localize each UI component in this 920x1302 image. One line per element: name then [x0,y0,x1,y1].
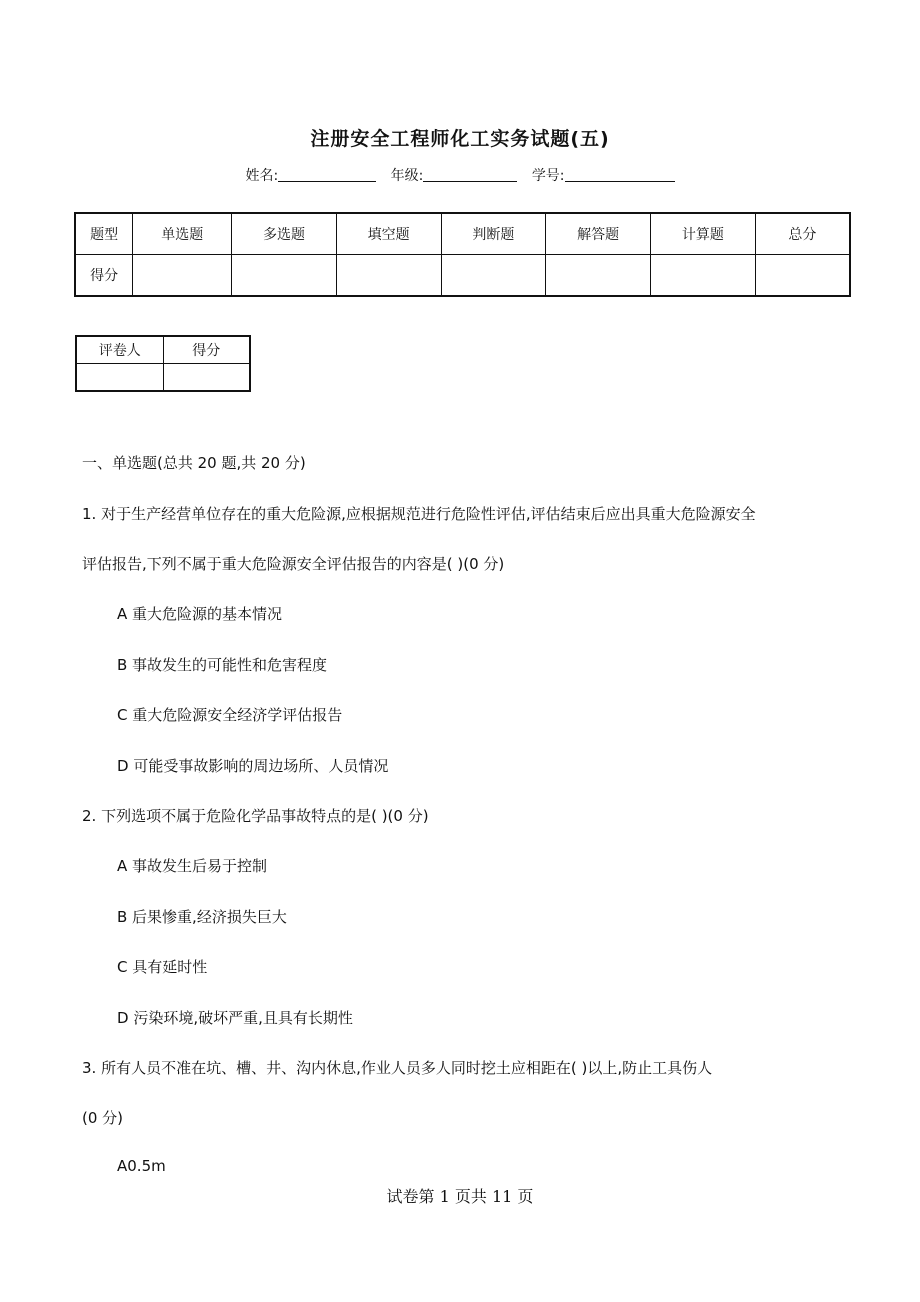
header-fill-blank: 填空题 [336,213,441,255]
question-3-option-a[interactable]: A0.5m [117,1157,166,1175]
header-type: 题型 [75,213,133,255]
question-1-line-2: 评估报告,下列不属于重大危险源安全评估报告的内容是( )(0 分) [82,555,505,573]
grade-blank[interactable] [423,167,517,182]
score-cell[interactable] [755,255,850,297]
score-row-label: 得分 [75,255,133,297]
header-single-choice: 单选题 [133,213,232,255]
question-2-option-c[interactable]: C 具有延时性 [117,958,208,976]
student-info-line [0,165,920,185]
header-calculation: 计算题 [650,213,755,255]
score-cell[interactable] [232,255,337,297]
id-label: 学号: [531,168,565,184]
header-answer: 解答题 [546,213,651,255]
question-1-option-c[interactable]: C 重大危险源安全经济学评估报告 [117,706,343,724]
question-1-option-a[interactable]: A 重大危险源的基本情况 [117,605,283,623]
question-2-option-a[interactable]: A 事故发生后易于控制 [117,857,268,875]
grader-score-header: 得分 [163,336,250,364]
question-1-option-b[interactable]: B 事故发生的可能性和危害程度 [117,656,328,674]
score-cell[interactable] [336,255,441,297]
name-label: 姓名: [245,168,279,184]
score-table-score-row [75,255,850,297]
header-total: 总分 [755,213,850,255]
score-cell[interactable] [133,255,232,297]
grader-cell[interactable] [76,364,163,392]
question-2-line-1: 2. 下列选项不属于危险化学品事故特点的是( )(0 分) [82,807,429,825]
header-multi-choice: 多选题 [232,213,337,255]
grader-input-row [76,364,250,392]
page-title: 注册安全工程师化工实务试题(五) [310,128,610,150]
grader-header: 评卷人 [76,336,163,364]
score-cell[interactable] [546,255,651,297]
score-cell[interactable] [441,255,546,297]
score-table [74,212,851,297]
section-heading: 一、单选题(总共 20 题,共 20 分) [82,454,306,472]
question-3-line-2: (0 分) [82,1109,124,1127]
name-blank[interactable] [278,167,376,182]
score-table-header-row [75,213,850,255]
page-footer: 试卷第 1 页共 11 页 [386,1187,534,1206]
question-2-option-b[interactable]: B 后果惨重,经济损失巨大 [117,908,287,926]
grader-table [75,335,251,392]
question-1-line-1: 1. 对于生产经营单位存在的重大危险源,应根据规范进行危险性评估,评估结束后应出具重大危险源安全 [82,505,756,523]
question-3-line-1: 3. 所有人员不准在坑、槽、井、沟内休息,作业人员多人同时挖土应相距在( )以上,防止工具伤人 [82,1059,713,1077]
id-blank[interactable] [565,167,675,182]
grader-score-cell[interactable] [163,364,250,392]
question-2-option-d[interactable]: D 污染环境,破坏严重,且具有长期性 [117,1009,353,1027]
grader-header-row [76,336,250,364]
header-true-false: 判断题 [441,213,546,255]
score-cell[interactable] [650,255,755,297]
question-1-option-d[interactable]: D 可能受事故影响的周边场所、人员情况 [117,757,389,775]
grade-label: 年级: [390,168,424,184]
